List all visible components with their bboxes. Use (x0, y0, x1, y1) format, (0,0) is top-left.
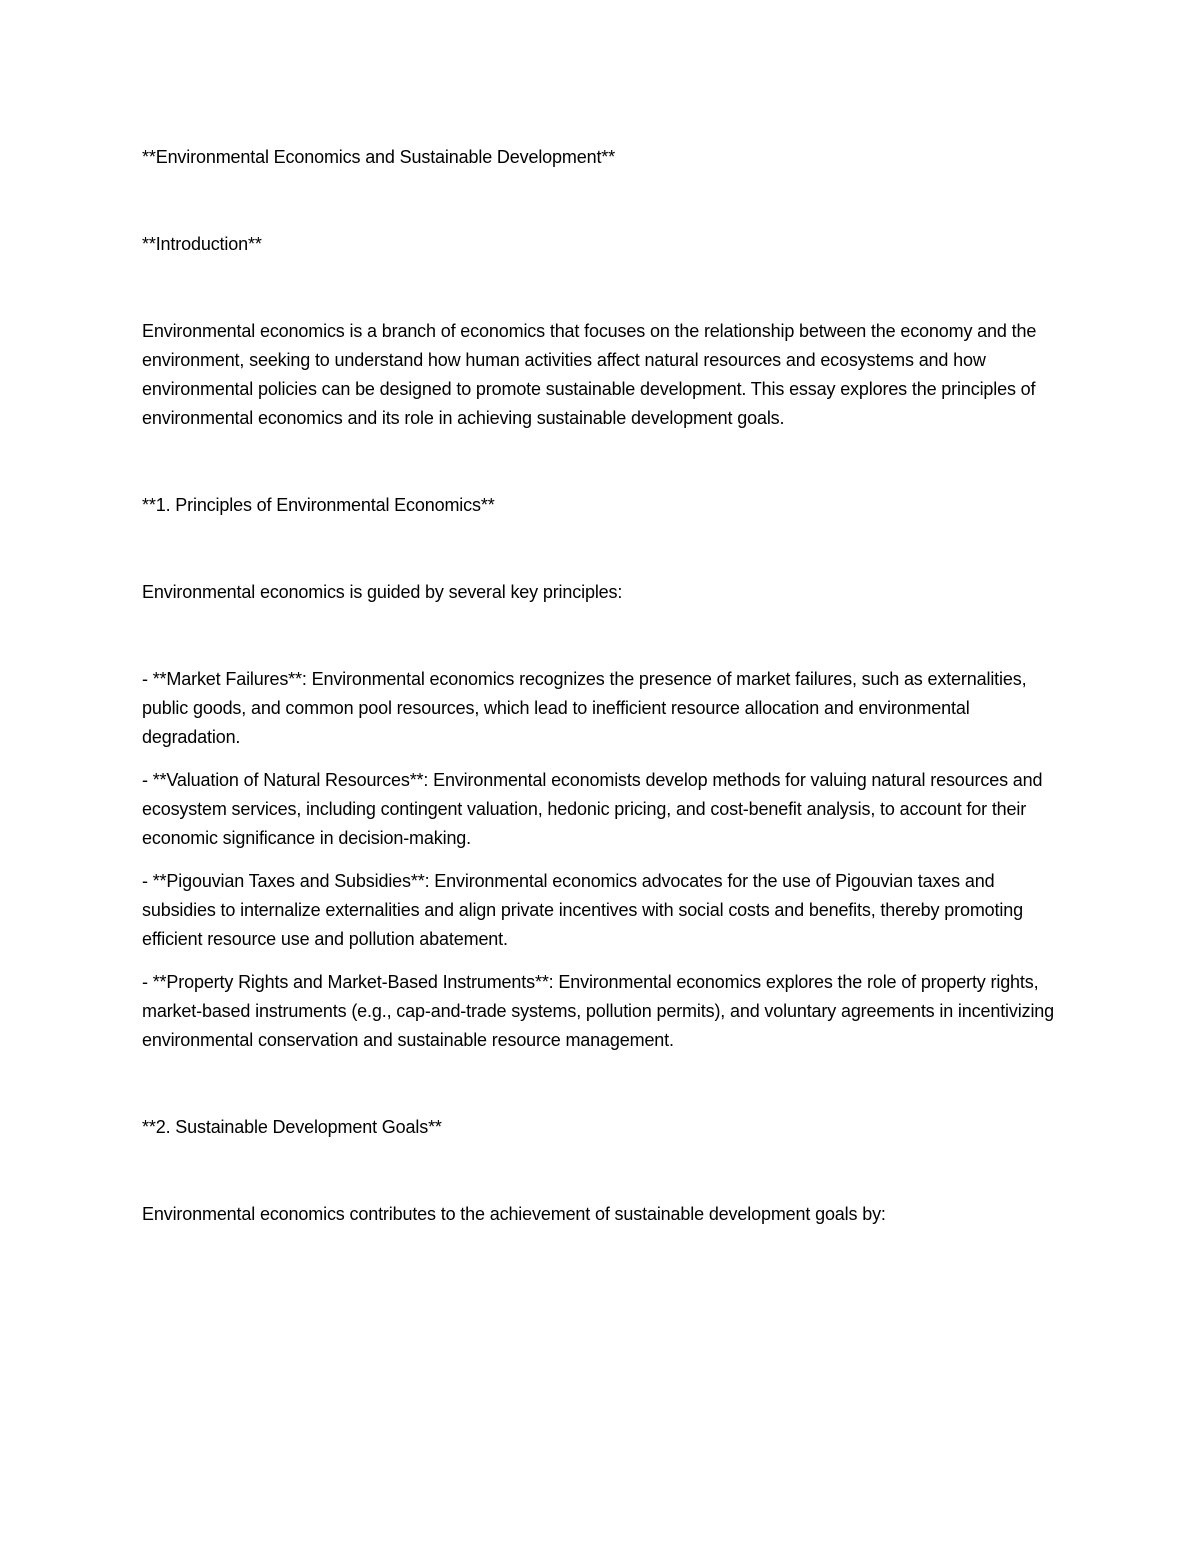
bullet-pigouvian: - **Pigouvian Taxes and Subsidies**: Environmental economics advocates for the use of Pigouvian taxes and subsidies to internalize externalities and align private incentives with social costs and benefits, thereby promoting efficient resource use and pollution abatement. (142, 871, 1023, 949)
bullet-valuation: - **Valuation of Natural Resources**: Environmental economists develop methods for valuing natural resources and ecosystem services, including contingent valuation, hedonic pricing, and cost-benefit analysis, to account for their economic significance in decision-making. (142, 770, 1043, 848)
section2-heading: **2. Sustainable Development Goals** (142, 1117, 442, 1137)
document-body (142, 143, 1067, 1229)
intro-paragraph: Environmental economics is a branch of economics that focuses on the relationship between the economy and the environment, seeking to understand how human activities affect natural resources and ecosystems and how environmental policies can be designed to promote sustainable development. This essay explores the principles of environmental economics and its role in achieving sustainable development goals. (142, 321, 1037, 428)
section2-lead: Environmental economics contributes to the achievement of sustainable development goals by: (142, 1204, 886, 1224)
section1-heading: **1. Principles of Environmental Economics** (142, 495, 495, 515)
section1-lead: Environmental economics is guided by several key principles: (142, 582, 623, 602)
bullet-property-rights: - **Property Rights and Market-Based Instruments**: Environmental economics explores the role of property rights, market-based instruments (e.g., cap-and-trade systems, pollution permits), and voluntary agreements in incentivizing environmental conservation and sustainable resource management. (142, 972, 1055, 1050)
intro-heading: **Introduction** (142, 234, 262, 254)
bullet-market-failures: - **Market Failures**: Environmental economics recognizes the presence of market failures, such as externalities, public goods, and common pool resources, which lead to inefficient resource allocation and environmental degradation. (142, 669, 1027, 747)
document-title: **Environmental Economics and Sustainable Development** (142, 147, 616, 167)
